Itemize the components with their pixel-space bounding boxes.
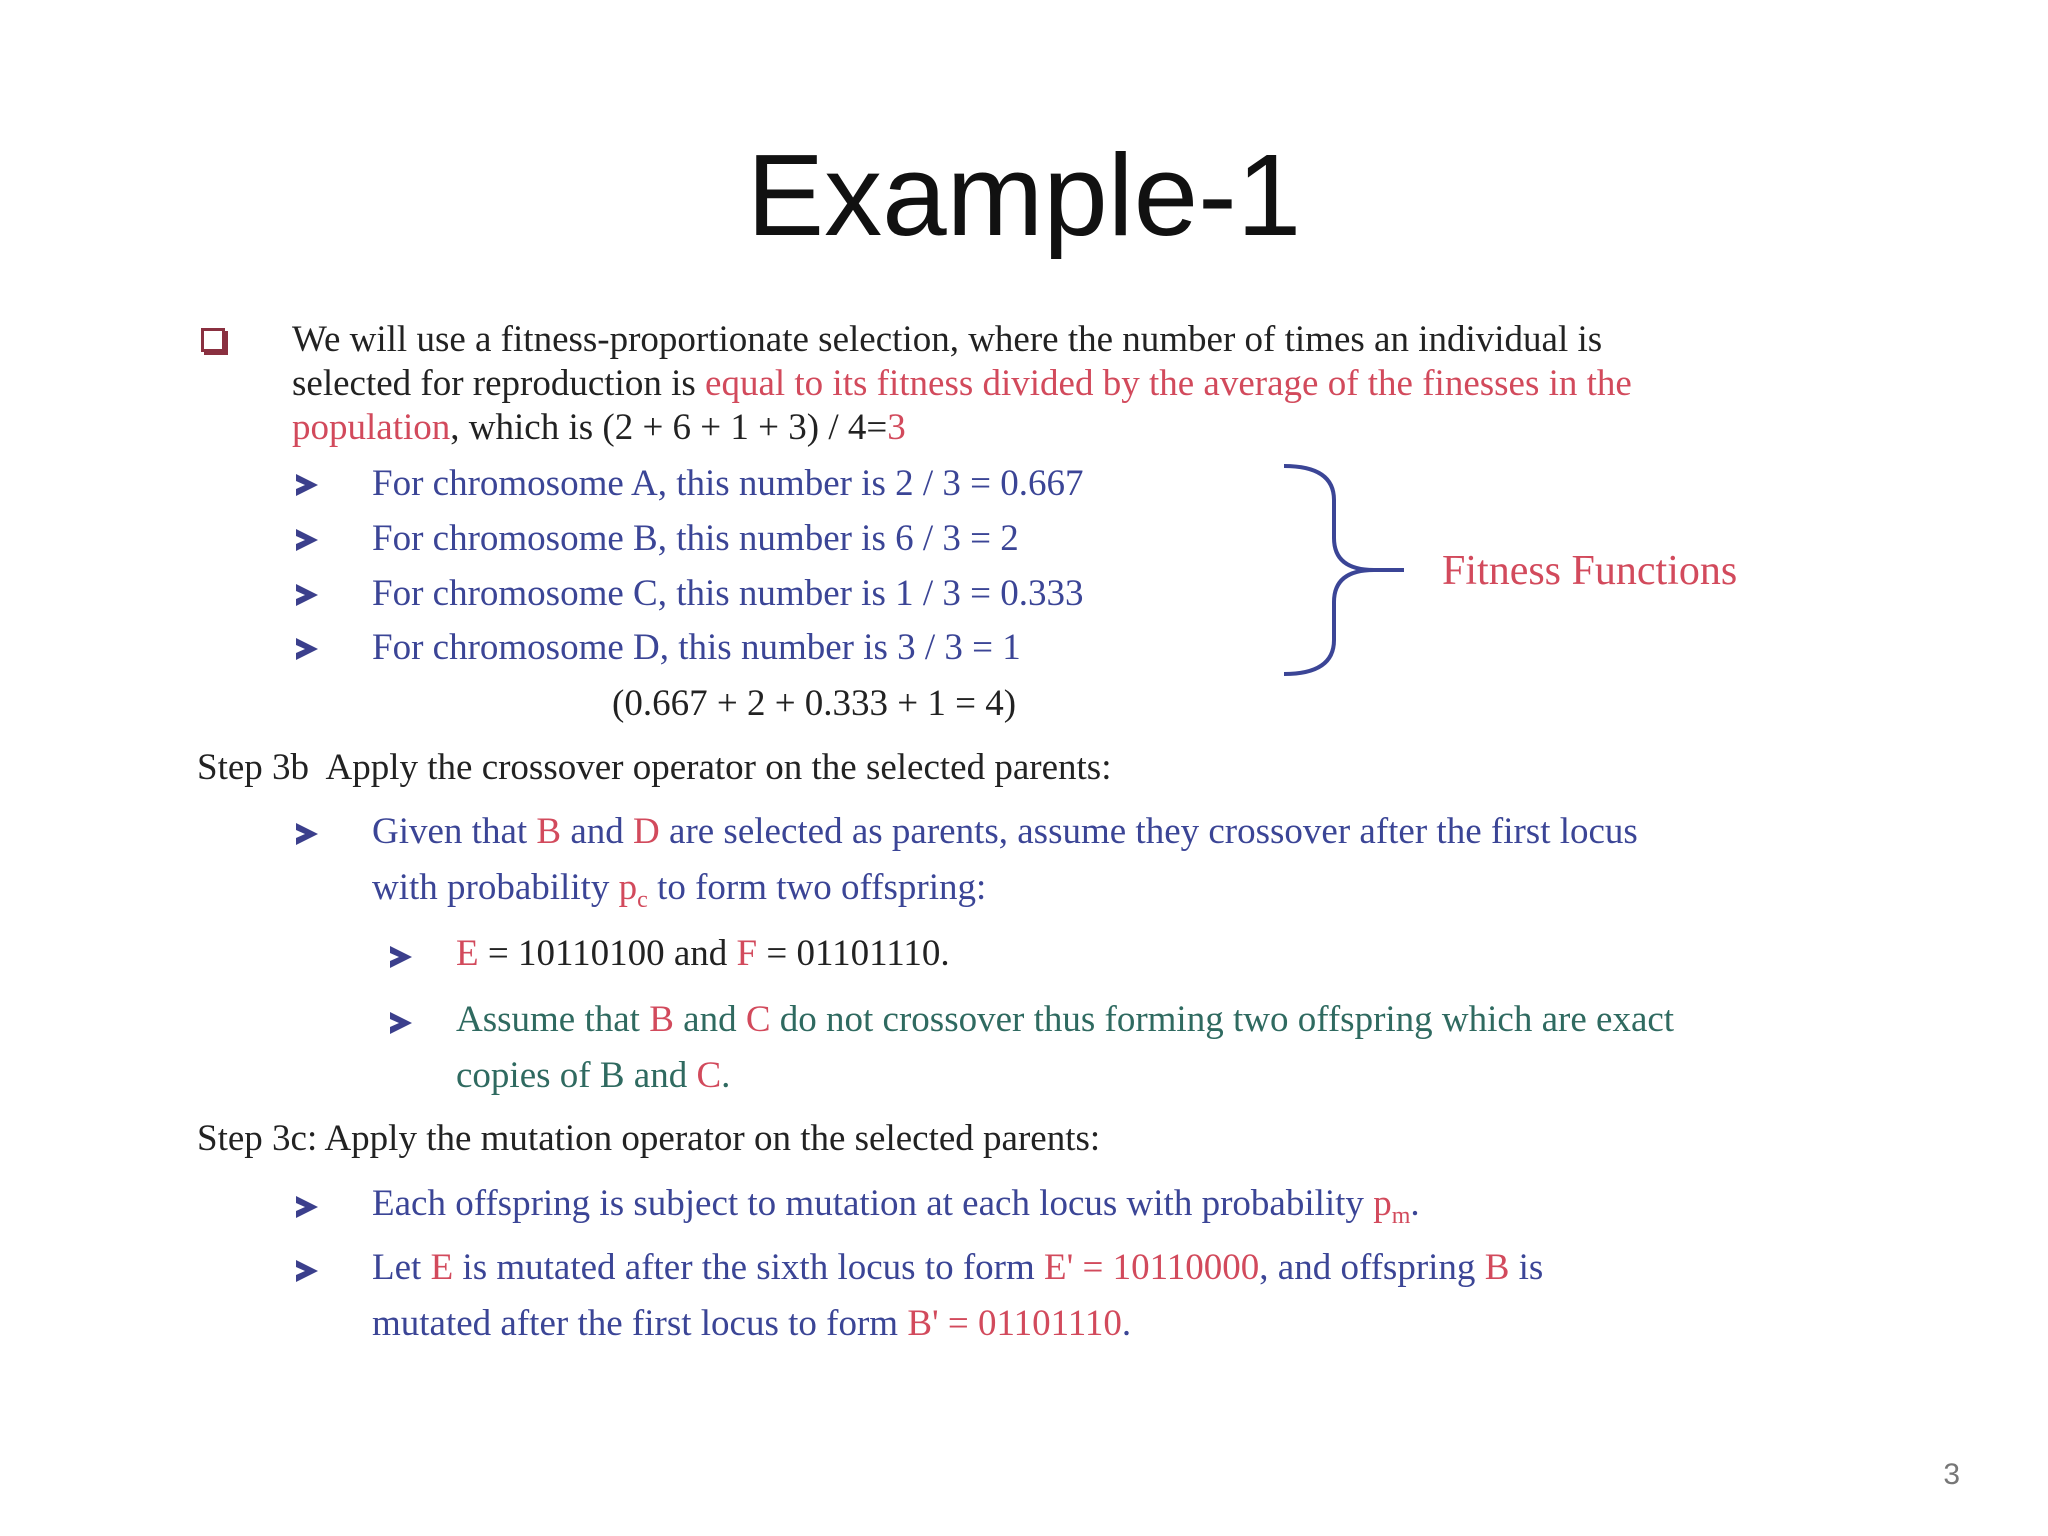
checkbox-bullet-icon [201, 328, 225, 352]
step-3b-heading: Step 3b Apply the crossover operator on the selected parents: [197, 747, 1112, 788]
text-segment: . [721, 1055, 731, 1096]
intro-text-1: We will use a fitness-proportionate selection, where the number of times an individual is [292, 319, 1603, 360]
fitness-item-d: For chromosome D, this number is 3 / 3 = 1 [372, 627, 1021, 668]
text-segment: , and offspring [1259, 1247, 1485, 1288]
text-segment: with probability [372, 867, 619, 908]
step-3c-bullet-2-line-1 [372, 1246, 1543, 1290]
text-segment: Each offspring is subject to mutation at each locus with probability [372, 1183, 1374, 1224]
text-segment: E [430, 1247, 454, 1288]
fitness-item-a: For chromosome A, this number is 2 / 3 = 0.667 [372, 463, 1084, 504]
curly-brace-icon [1270, 460, 1420, 680]
fitness-functions-label: Fitness Functions [1442, 548, 1738, 594]
text-segment: do not crossover thus forming two offspring which are exact [770, 999, 1675, 1040]
arrow-bullet-icon [390, 1012, 412, 1034]
intro-text-3c: 3 [887, 407, 906, 448]
intro-text-2a: selected for reproduction is [292, 363, 706, 404]
slide-title: Example-1 [746, 130, 1302, 260]
text-segment: B' = 01101110 [907, 1303, 1122, 1344]
text-segment: . [1410, 1183, 1420, 1224]
fitness-sum: (0.667 + 2 + 0.333 + 1 = 4) [612, 683, 1017, 724]
arrow-bullet-icon [390, 946, 412, 968]
slide-number: 3 [1943, 1458, 1960, 1491]
arrow-bullet-icon [296, 474, 318, 496]
intro-line-1 [292, 318, 1602, 362]
arrow-bullet-icon [296, 638, 318, 660]
text-segment: B [536, 811, 562, 852]
step-3c-heading: Step 3c: Apply the mutation operator on the selected parents: [197, 1118, 1101, 1159]
intro-line-3 [292, 406, 906, 450]
intro-line-2 [292, 362, 1632, 406]
text-segment: B [649, 999, 674, 1040]
intro-text-3a: population [292, 407, 451, 448]
step-3c-bullet-2-line-2 [372, 1302, 1131, 1346]
text-segment: = 10110100 and [478, 933, 737, 974]
text-segment: to form two offspring: [647, 867, 987, 908]
probability-subscript: m [1391, 1203, 1411, 1229]
step-3b-sub-bullet-1 [456, 932, 950, 976]
text-segment: mutated after the first locus to form [372, 1303, 908, 1344]
text-segment: and [561, 811, 634, 852]
step-3b-bullet-line-2 [372, 866, 986, 922]
intro-text-3b: , which is (2 + 6 + 1 + 3) / 4= [450, 407, 888, 448]
text-segment: and [673, 999, 746, 1040]
arrow-bullet-icon [296, 1196, 318, 1218]
text-segment: is [1509, 1247, 1544, 1288]
text-segment: C [745, 999, 771, 1040]
text-segment: Assume that [456, 999, 650, 1040]
probability-symbol: p [1373, 1183, 1392, 1224]
text-segment: C [696, 1055, 722, 1096]
text-segment: D [633, 811, 660, 852]
text-segment: are selected as parents, assume they crossover after the first locus [659, 811, 1638, 852]
text-segment: is mutated after the sixth locus to form [453, 1247, 1045, 1288]
arrow-bullet-icon [296, 1260, 318, 1282]
text-segment: E' = 10110000 [1044, 1247, 1260, 1288]
text-segment: Given that [372, 811, 537, 852]
fitness-item-c: For chromosome C, this number is 1 / 3 = 0.333 [372, 573, 1084, 614]
text-segment: F [736, 933, 758, 974]
text-segment: Let [372, 1247, 431, 1288]
arrow-bullet-icon [296, 529, 318, 551]
step-3b-bullet-line-1 [372, 810, 1638, 854]
text-segment: copies of B and [456, 1055, 697, 1096]
text-segment: E [456, 933, 479, 974]
text-segment: = 01101110. [757, 933, 950, 974]
intro-text-2b: equal to its fitness divided by the average of the finesses in the [705, 363, 1632, 404]
text-segment: . [1121, 1303, 1132, 1344]
step-3b-sub-bullet-2-line-1 [456, 998, 1674, 1042]
fitness-item-b: For chromosome B, this number is 6 / 3 = 2 [372, 518, 1019, 559]
probability-symbol: p [618, 867, 638, 908]
step-3b-sub-bullet-2-line-2 [456, 1054, 730, 1098]
text-segment: B [1484, 1247, 1510, 1288]
arrow-bullet-icon [296, 823, 318, 845]
step-3c-bullet-1 [372, 1182, 1420, 1238]
arrow-bullet-icon [296, 584, 318, 606]
probability-subscript: c [637, 887, 648, 913]
